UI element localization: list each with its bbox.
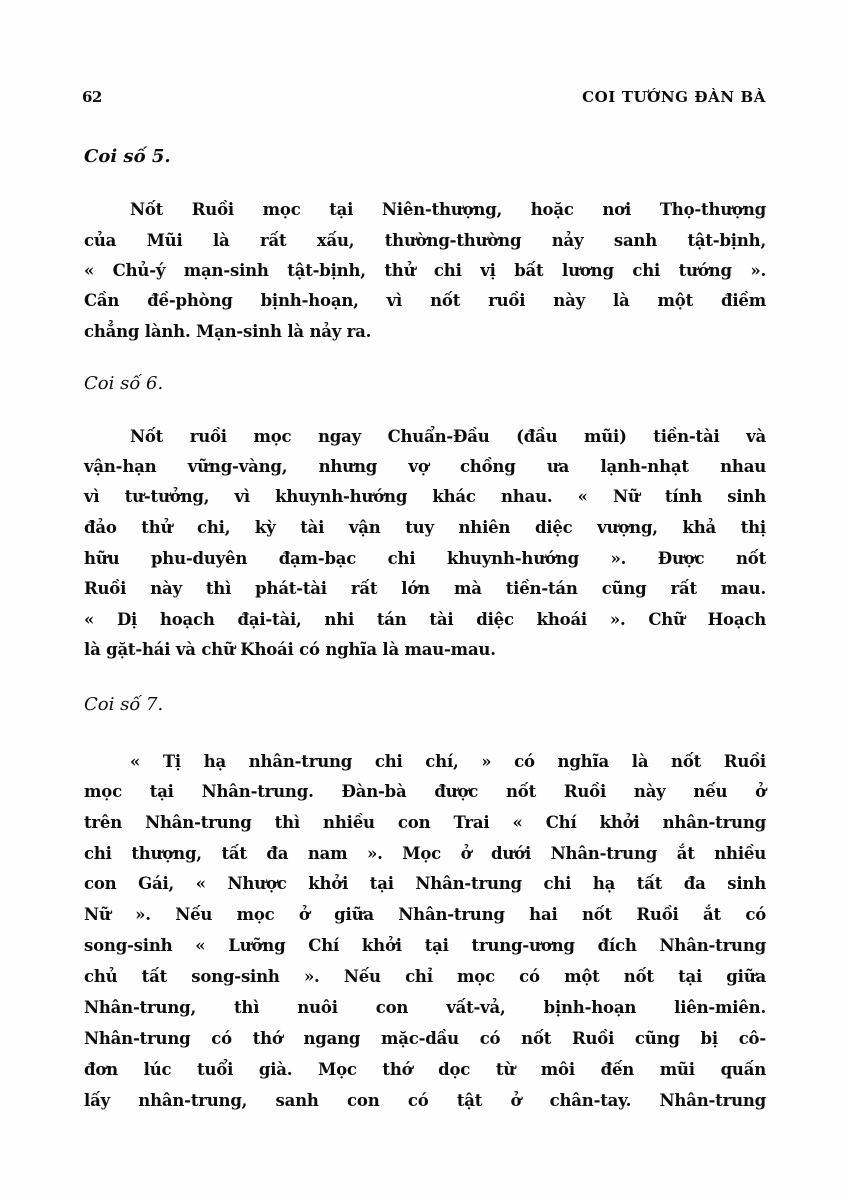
paragraph-line: « Chủ-ý mạn-sinh tật-bịnh, thử chi vị bất lương chi tướng ». <box>84 261 766 280</box>
paragraph-line: chủ tất song-sinh ». Nếu chỉ mọc có một nốt tại giữa <box>84 967 766 986</box>
running-head <box>82 88 766 112</box>
paragraph-line: lấy nhân-trung, sanh con có tật ở chân-tay. Nhân-trung <box>84 1091 766 1110</box>
running-title: COI TƯỚNG ĐÀN BÀ <box>582 88 766 106</box>
paragraph-line: Nốt ruồi mọc ngay Chuẩn-Đầu (đầu mũi) tiền-tài và <box>130 427 766 446</box>
paragraph-line: là gặt-hái và chữ Khoái có nghĩa là mau-mau. <box>84 640 496 659</box>
paragraph-line: con Gái, « Nhược khởi tại Nhân-trung chi hạ tất đa sinh <box>84 874 766 893</box>
paragraph-line: Cần đề-phòng bịnh-hoạn, vì nốt ruồi này là một điềm <box>84 291 766 310</box>
paragraph-line: chi thượng, tất đa nam ». Mọc ở dưới Nhân-trung ắt nhiều <box>84 844 766 863</box>
paragraph-line: Nhân-trung có thớ ngang mặc-dầu có nốt Ruồi cũng bị cô- <box>84 1029 766 1048</box>
paragraph-line: Ruồi này thì phát-tài rất lớn mà tiền-tán cũng rất mau. <box>84 579 766 598</box>
paragraph-line: Nhân-trung, thì nuôi con vất-vả, bịnh-hoạn liên-miên. <box>84 998 766 1017</box>
section-heading-7: Coi số 7. <box>84 694 164 715</box>
page-number: 62 <box>82 88 102 106</box>
paragraph-line: mọc tại Nhân-trung. Đàn-bà được nốt Ruồi này nếu ở <box>84 782 766 801</box>
section-heading-5: Coi số 5. <box>84 146 171 167</box>
paragraph-line: hữu phu-duyên đạm-bạc chi khuynh-hướng ». Được nốt <box>84 549 766 568</box>
paragraph-line: vận-hạn vững-vàng, nhưng vợ chồng ưa lạnh-nhạt nhau <box>84 457 766 476</box>
paragraph-line: chẳng lành. Mạn-sinh là nảy ra. <box>84 322 372 341</box>
paragraph-line: đơn lúc tuổi già. Mọc thớ dọc từ môi đến mũi quấn <box>84 1060 766 1079</box>
paragraph-line: Nữ ». Nếu mọc ở giữa Nhân-trung hai nốt Ruồi ắt có <box>84 905 766 924</box>
paragraph-line: vì tư-tưởng, vì khuynh-hướng khác nhau. « Nữ tính sinh <box>84 487 766 506</box>
paragraph-line: « Dị hoạch đại-tài, nhi tán tài diệc khoái ». Chữ Hoạch <box>84 610 766 629</box>
paragraph-line: đảo thử chi, kỳ tài vận tuy nhiên diệc vượng, khả thị <box>84 518 766 537</box>
paragraph-line: song-sinh « Lưỡng Chí khởi tại trung-ương đích Nhân-trung <box>84 936 766 955</box>
paragraph-line: của Mũi là rất xấu, thường-thường nảy sanh tật-bịnh, <box>84 231 766 250</box>
paragraph-line: trên Nhân-trung thì nhiều con Trai « Chí khởi nhân-trung <box>84 813 766 832</box>
paragraph-line: Nốt Ruồi mọc tại Niên-thượng, hoặc nơi Thọ-thượng <box>130 200 766 219</box>
paragraph-line: « Tị hạ nhân-trung chi chí, » có nghĩa là nốt Ruồi <box>130 752 766 771</box>
section-heading-6: Coi số 6. <box>84 373 164 394</box>
